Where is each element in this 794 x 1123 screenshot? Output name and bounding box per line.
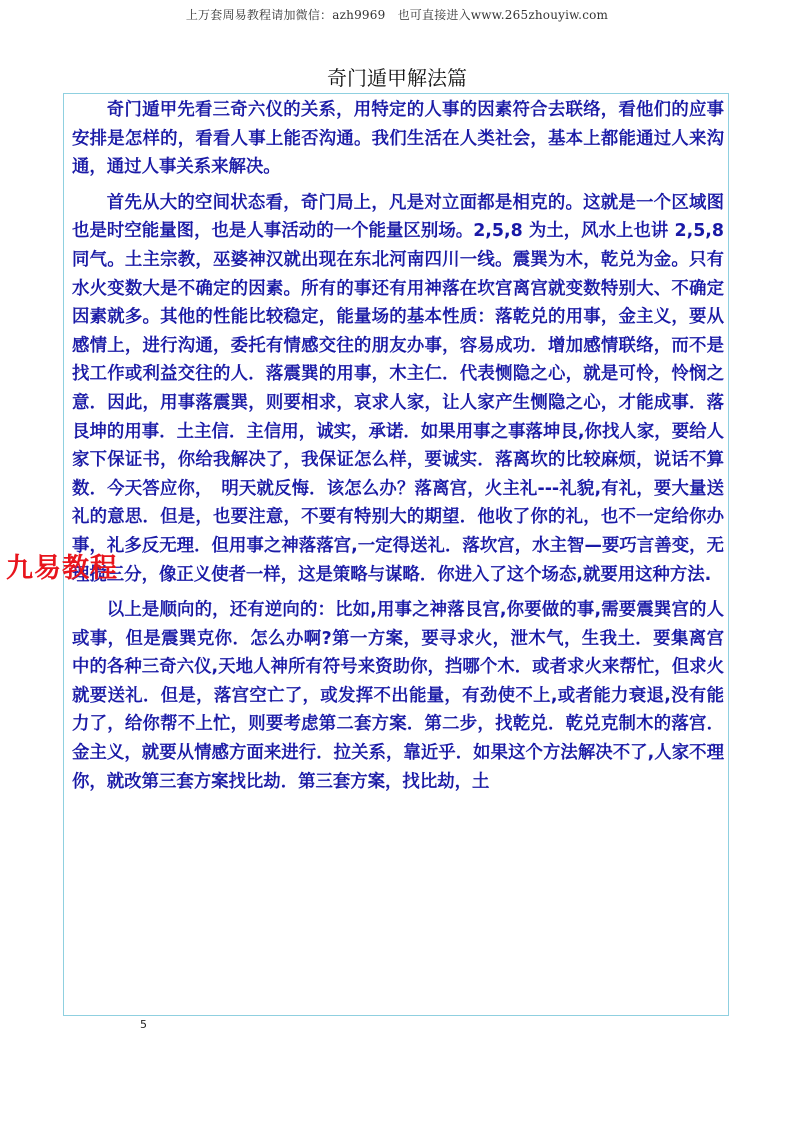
page-number: 5 [140, 1018, 147, 1031]
body-text [72, 96, 724, 803]
page-title: 奇门遁甲解法篇 [327, 66, 467, 90]
paragraph-reverse-case: 以上是顺向的，还有逆向的：比如,用事之神落艮宫,你要做的事,需要震巽宫的人或事，但是震巽克你．怎么办啊?第一方案，要寻求火，泄木气，生我土．要集离宫中的各种三奇六仪,天地人神所有符号来资助你，挡哪个木．或者求火来帮忙，但求火就要送礼．但是，落宫空亡了，或发挥不出能量，有劲使不上,或者能力衰退,没有能力了，给你帮不上忙，则要考虑第二套方案．第二步，找乾兑．乾兑克制木的落宫．金主义，就要从情感方面来进行．拉关系，靠近乎．如果这个方法解决不了,人家不理你，就改第三套方案找比劫．第三套方案，找比劫，土 [72, 600, 724, 792]
paragraph-energy-field: 首先从大的空间状态看，奇门局上，凡是对立面都是相克的。这就是一个区域图也是时空能量图，也是人事活动的一个能量区别场。2,5,8 为土，风水上也讲 2,5,8 同气。土主宗教，巫婆神汉就出现在东北河南四川一线。震巽为木，乾兑为金。只有水火变数大是不确定的因素。所有的事还有用神落在坎宫离宫就变数特别大、不确定因素就多。其他的性能比较稳定，能量场的基本性质：落乾兑的用事，金主义，要从感情上，进行沟通，委托有情感交往的朋友办事，容易成功．增加感情联络，而不是找工作或利益交往的人．落震巽的用事，木主仁．代表恻隐之心，就是可怜，怜悯之意．因此，用事落震巽，则要相求，哀求人家，让人家产生恻隐之心，才能成事．落艮坤的用事．土主信．主信用，诚实，承诺．如果用事之事落坤艮,你找人家，要给人家下保证书，你给我解决了，我保证怎么样，要诚实．落离坎的比较麻烦，说话不算数．今天答应你， 明天就反悔．该怎么办？落离宫，火主礼---礼貌,有礼，要大量送礼的意思．但是，也要注意，不要有特别大的期望．他收了你的礼，也不一定给你办事，礼多反无理．但用事之神落落宫,一定得送礼．落坎宫，水主智—要巧言善变，无理搅三分，像正义使者一样，这是策略与谋略．你进入了这个场态,就要用这种方法. [72, 192, 724, 585]
header-promo-note: 上万套周易教程请加微信：azh9969 也可直接进入www.265zhouyiw.com [185, 8, 609, 22]
paragraph-intro: 奇门遁甲先看三奇六仪的关系，用特定的人事的因素符合去联络，看他们的应事安排是怎样的，看看人事上能否沟通。我们生活在人类社会，基本上都能通过人来沟通，通过人事关系来解决。 [72, 100, 724, 178]
watermark-logo: 九易教程 [6, 553, 118, 584]
